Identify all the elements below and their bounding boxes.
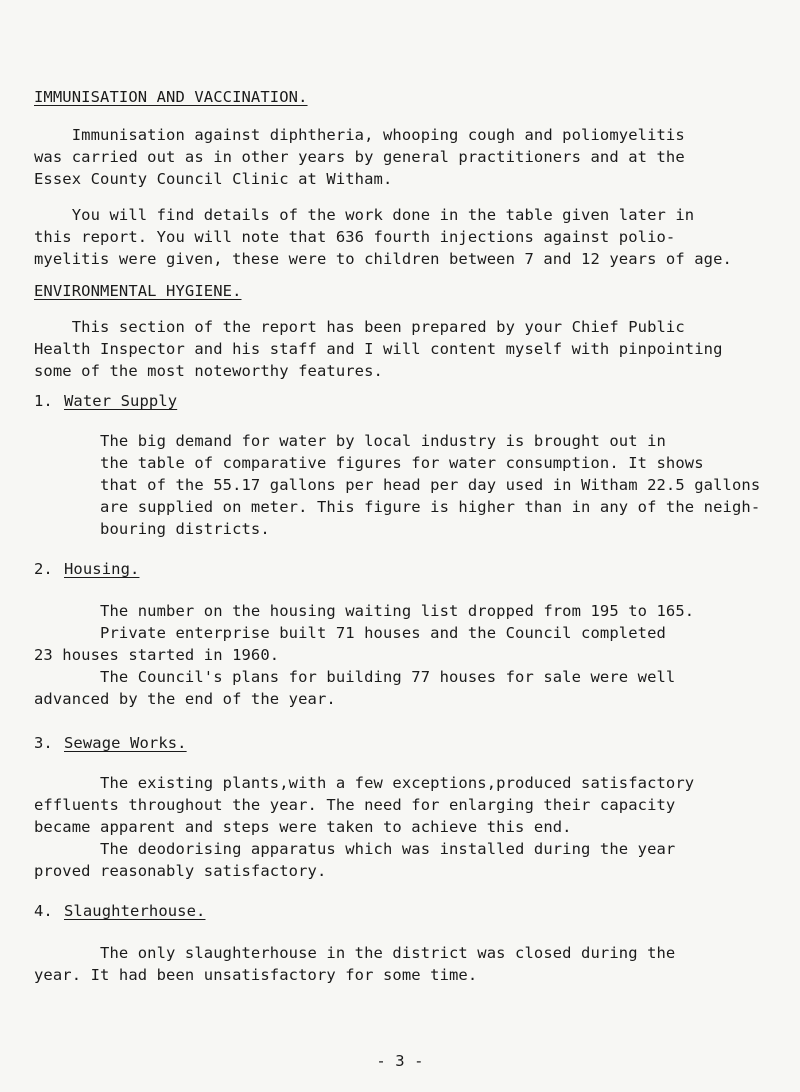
section-body-slaughterhouse xyxy=(34,942,774,986)
section-title-water-supply: Water Supply xyxy=(64,392,178,410)
text-line: You will find details of the work done in the table given later in xyxy=(34,206,695,224)
heading-environmental-hygiene: ENVIRONMENTAL HYGIENE. xyxy=(34,282,242,300)
text-line: The number on the housing waiting list dropped from 195 to 165. xyxy=(34,602,695,620)
page-number: - 3 - xyxy=(376,1052,424,1070)
text-line: 23 houses started in 1960. xyxy=(34,646,280,664)
paragraph-environmental xyxy=(34,316,774,382)
text-line: proved reasonably satisfactory. xyxy=(34,862,327,880)
section-number: 1. xyxy=(34,392,53,410)
section-body-water-supply xyxy=(34,430,774,540)
text-line: The existing plants,with a few exceptions,produced satisfactory xyxy=(34,774,695,792)
heading-immunisation-vaccination: IMMUNISATION AND VACCINATION. xyxy=(34,88,308,106)
text-line: year. It had been unsatisfactory for some time. xyxy=(34,966,478,984)
text-line: The only slaughterhouse in the district was closed during the xyxy=(34,944,676,962)
text-line: The Council's plans for building 77 houses for sale were well xyxy=(34,668,676,686)
section-title-housing: Housing. xyxy=(64,560,140,578)
section-number: 2. xyxy=(34,560,53,578)
text-line: that of the 55.17 gallons per head per day used in Witham 22.5 gallons xyxy=(34,476,761,494)
text-line: this report. You will note that 636 fourth injections against polio- xyxy=(34,228,676,246)
text-line: some of the most noteworthy features. xyxy=(34,362,383,380)
section-body-sewage-works xyxy=(34,772,774,882)
text-line: The deodorising apparatus which was installed during the year xyxy=(34,840,676,858)
section-number: 4. xyxy=(34,902,53,920)
text-line: bouring districts. xyxy=(34,520,270,538)
paragraph-immunisation-details xyxy=(34,204,774,270)
text-line: the table of comparative figures for water consumption. It shows xyxy=(34,454,704,472)
text-line: Private enterprise built 71 houses and the Council completed xyxy=(34,624,666,642)
text-line: Essex County Council Clinic at Witham. xyxy=(34,170,393,188)
paragraph-immunisation-intro xyxy=(34,124,774,190)
section-body-housing xyxy=(34,600,774,710)
section-number: 3. xyxy=(34,734,53,752)
section-title-slaughterhouse: Slaughterhouse. xyxy=(64,902,206,920)
text-line: effluents throughout the year. The need for enlarging their capacity xyxy=(34,796,676,814)
text-line: myelitis were given, these were to children between 7 and 12 years of age. xyxy=(34,250,732,268)
text-line: are supplied on meter. This figure is higher than in any of the neigh- xyxy=(34,498,761,516)
text-line: advanced by the end of the year. xyxy=(34,690,336,708)
text-line: The big demand for water by local industry is brought out in xyxy=(34,432,666,450)
text-line: Immunisation against diphtheria, whooping cough and poliomyelitis xyxy=(34,126,685,144)
section-title-sewage-works: Sewage Works. xyxy=(64,734,187,752)
text-line: was carried out as in other years by general practitioners and at the xyxy=(34,148,685,166)
text-line: became apparent and steps were taken to achieve this end. xyxy=(34,818,572,836)
text-line: This section of the report has been prepared by your Chief Public xyxy=(34,318,685,336)
text-line: Health Inspector and his staff and I will content myself with pinpointing xyxy=(34,340,723,358)
